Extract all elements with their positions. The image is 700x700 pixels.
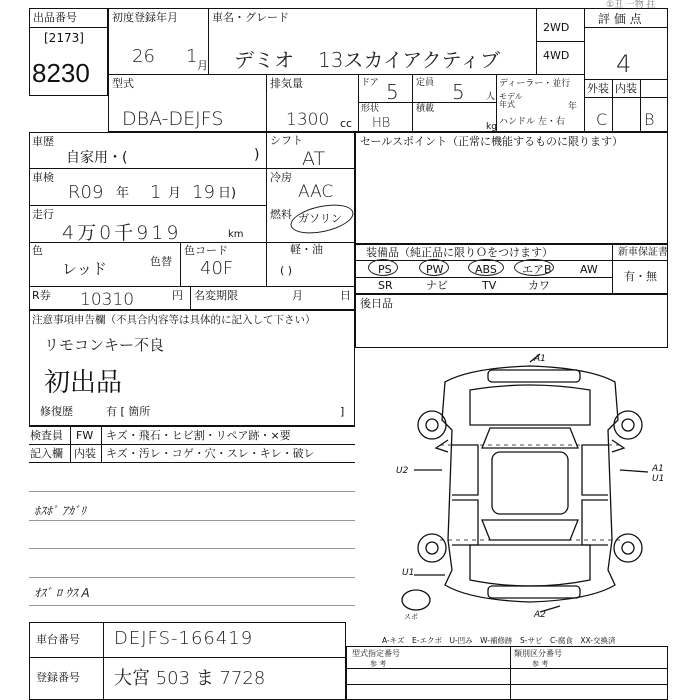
inspector-label: 検査員 [30,429,63,442]
recycle-amount: 10310 [80,290,135,310]
color-value: レッド [62,260,107,278]
color-code-label: 色コード [184,244,228,257]
entry-label: 記入欄 [30,447,63,460]
mileage-value: 4万0千919 [62,222,182,244]
notes-label: 注意事項申告欄（不具合内容等は具体的に記入して下さい） [32,314,316,326]
inspection-era: R09 [68,182,104,203]
fuel-gas: ガソリン [298,212,342,225]
first-reg-year: 26 [132,46,155,67]
deadline-month-unit: 月 [292,289,303,302]
shift-label: シフト [270,134,303,147]
doors-label: ドア [361,78,379,88]
notes-line1: リモコンキー不良 [44,336,165,354]
history-close: ) [254,147,260,163]
mileage-unit: km [228,229,244,240]
load-label: 積載 [416,104,435,114]
drive-2wd: 2WD [543,21,570,34]
registration-number: 大宮 503 ま 7728 [114,668,266,689]
sales-point-label: セールスポイント（正常に機能するものに限ります） [360,135,624,148]
inspection-day: 19 [192,182,215,203]
drive-4wd: 4WD [543,49,570,62]
first-reg-month-unit: 月 [197,59,208,72]
remark-line2: ｵｽﾞ ﾛ ｳｽ A [34,586,90,600]
equip-tv: TV [482,279,497,292]
fuel-paren: ( ) [280,264,293,277]
recycle-label: R券 [32,289,51,302]
category-ref-label: 参 考 [532,660,549,668]
registration-label: 登録番号 [36,671,80,684]
type-ref-label: 参 考 [370,660,387,668]
model-label: 型式 [112,77,134,90]
car-name-label: 車名・グレード [212,11,289,24]
mark-left-front: U2 [396,466,409,476]
first-reg-month: 1 [186,46,198,67]
inspection-year-unit: 年 [116,186,130,201]
car-name: デミオ [234,48,294,72]
displacement-label: 排気量 [270,77,303,90]
equip-aw: AW [580,263,598,276]
later-date-label: 後日品 [360,297,393,310]
first-listing-stamp: 初出品 [44,368,123,398]
mark-right-front: A1 U1 [652,464,665,484]
lot-sub: [2173] [44,31,84,45]
cooling-value: AAC [298,182,334,202]
shape-label: 形状 [361,104,380,114]
load-unit: kg [486,122,497,132]
model-year-unit: 年 [568,102,578,112]
history-value: 自家用・( [66,150,128,166]
interior-entry-label: 内装 [74,447,96,460]
exterior-label: 外装 [587,82,609,95]
mark-rear: A2 [534,610,546,620]
damage-legend: A-キズ E-エクボ U-凹み W-補修跡 S-サビ C-腐食 XX-交換済 [382,636,616,645]
inspection-month-unit: 月 [168,186,182,201]
first-reg-label: 初度登録年月 [112,11,178,24]
repair-value: 有 [ 箇所 [106,405,151,418]
interior-label: 内装 [615,82,637,95]
equip-navi: ナビ [426,279,448,292]
shape-value: HB [372,116,391,131]
inspection-label: 車検 [32,171,54,184]
sales-point-box [355,132,668,244]
equip-pw: PW [426,263,444,276]
repaint-label: 色替 [150,255,172,268]
inspection-day-unit: 日) [218,186,237,201]
score-value: 4 [616,50,632,78]
repair-close: ] [340,405,345,418]
interior-value: B [644,110,655,129]
fw-label: FW [76,429,94,442]
fuel-diesel: 軽・油 [290,243,323,256]
remark-line1: ﾎｽﾎﾟ ｱｶﾞﾘ [34,504,86,518]
equipment-label: 装備品（純正品に限りＯをつけます） [366,246,553,259]
lot-label: 出品番号 [33,11,77,24]
handle-label: ハンドル 左・右 [499,117,565,127]
capacity-unit: 人 [486,92,496,102]
color-code-value: 40F [200,258,234,279]
deadline-day-unit: 日 [340,289,351,302]
interior-items: キズ・汚レ・コゲ・穴・スレ・キレ・破レ [106,447,315,460]
lot-number: 8230 [32,58,90,88]
mileage-label: 走行 [32,208,54,221]
recycle-unit: 円 [172,289,183,302]
cooling-label: 冷房 [270,171,292,184]
dealer-label: ディーラー・並行 [499,79,571,89]
type-designation-label: 型式指定番号 [352,649,400,658]
registration-deadline-label: 名変期限 [194,289,238,302]
score-label: 評 価 点 [598,12,642,26]
shift-value: AT [302,148,326,170]
mark-front: A1 [534,354,546,364]
capacity-label: 定員 [416,78,435,88]
chassis-label: 車台番号 [36,633,80,646]
capacity-value: 5 [452,80,465,104]
mark-left-rear: U1 [402,568,415,578]
chassis-number: DEJFS-166419 [114,628,254,649]
equip-airbag: エアB [522,263,552,276]
model-year-label: モデル 年式 [499,92,523,109]
exterior-value: C [596,110,608,129]
later-date-box [355,294,668,348]
doors-value: 5 [386,80,399,104]
equip-abs: ABS [475,263,497,276]
equip-ps: PS [378,263,392,276]
inspection-month: 1 [150,182,162,203]
grade: 13スカイアクティブ [318,48,501,72]
color-label: 色 [32,244,43,257]
warranty-label: 新車保証書 [618,247,668,258]
displacement-value: 1300 [286,110,330,130]
history-label: 車歴 [32,135,54,148]
score-top-right: ①丑 一物 拄 [606,0,656,10]
fw-items: キズ・飛石・ヒビ割・リペア跡・×要 [106,429,291,442]
equip-sr: SR [378,279,393,292]
mark-spoiler: スポ [404,613,418,621]
model-value: DBA-DEJFS [122,108,224,130]
equip-leather: カワ [528,279,550,292]
warranty-value: 有・無 [624,270,657,283]
category-number-label: 類別区分番号 [514,649,562,658]
displacement-unit: cc [340,117,353,130]
fuel-label: 燃料 [270,208,292,221]
repair-label: 修復歴 [40,405,73,418]
